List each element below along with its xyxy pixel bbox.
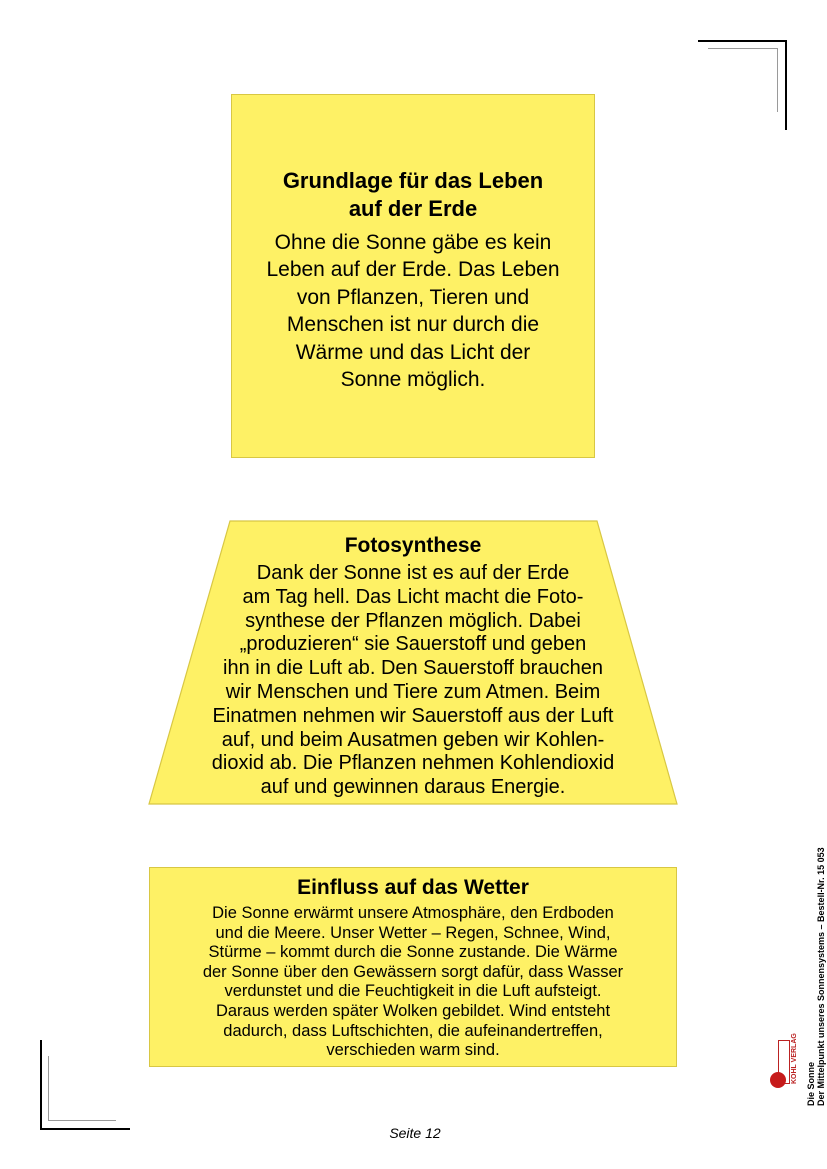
publisher-logo-text: KOHL VERLAG xyxy=(791,1033,798,1084)
corner-mark-top-right-h-inner xyxy=(708,48,778,49)
page-number: Seite 12 xyxy=(389,1125,441,1141)
publisher-logo-icon xyxy=(770,1072,786,1088)
card-life-basis xyxy=(231,94,595,458)
corner-mark-bottom-left-v-inner xyxy=(48,1056,49,1121)
card-photosynthesis-body: Dank der Sonne ist es auf der Erde am Tag hell. Das Licht macht die Foto- synthese der Pflanzen möglich. Dabei „produzieren“ sie Sauerstoff und geben ihn in die Luft ab. Den Sauerstoff brauchen wir Menschen und Tiere zum Atmen. Beim Einatmen nehmen wir Sauerstoff aus der Luft auf, und beim Ausatmen geben wir Kohlen- dioxid ab. Die Pflanzen nehmen Kohlendioxid auf und gewinnen daraus Energie. xyxy=(211,562,615,799)
corner-mark-bottom-left-v xyxy=(40,1040,42,1130)
card-photosynthesis xyxy=(148,520,678,805)
side-book-subtitle: Der Mittelpunkt unseres Sonnensystems – Bestell-Nr. 15 053 xyxy=(816,847,826,1106)
side-book-title: Die Sonne xyxy=(806,1061,816,1106)
card-life-body: Ohne die Sonne gäbe es kein Leben auf der Erde. Das Leben von Pflanzen, Tieren und Menschen ist nur durch die Wärme und das Licht der Sonne möglich. xyxy=(266,231,560,392)
side-publication-info xyxy=(806,847,826,1106)
corner-mark-bottom-left-h xyxy=(40,1128,130,1130)
card-photosynthesis-title: Fotosynthese xyxy=(344,534,482,557)
corner-mark-bottom-left-h-inner xyxy=(48,1120,116,1121)
card-weather-title: Einfluss auf das Wetter xyxy=(297,876,529,899)
card-life-title: Grundlage für das Leben auf der Erde xyxy=(282,168,544,221)
corner-mark-top-right-h xyxy=(698,40,787,42)
card-weather-body: Die Sonne erwärmt unsere Atmosphäre, den Erdboden und die Meere. Unser Wetter – Regen, Schnee, Wind, Stürme – kommt durch die Sonne zustande. Die Wärme der Sonne über den Gewässern sorgt dafür, dass Wasser verdunstet und die Feuchtigkeit in die Luft aufsteigt. Daraus werden später Wolken gebildet. Wind entsteht dadurch, dass Luftschichten, die aufeinandertreffen, verschieden warm sind. xyxy=(202,904,624,1060)
card-weather xyxy=(149,867,677,1067)
corner-mark-top-right-v xyxy=(785,40,787,130)
corner-mark-top-right-v-inner xyxy=(777,48,778,112)
